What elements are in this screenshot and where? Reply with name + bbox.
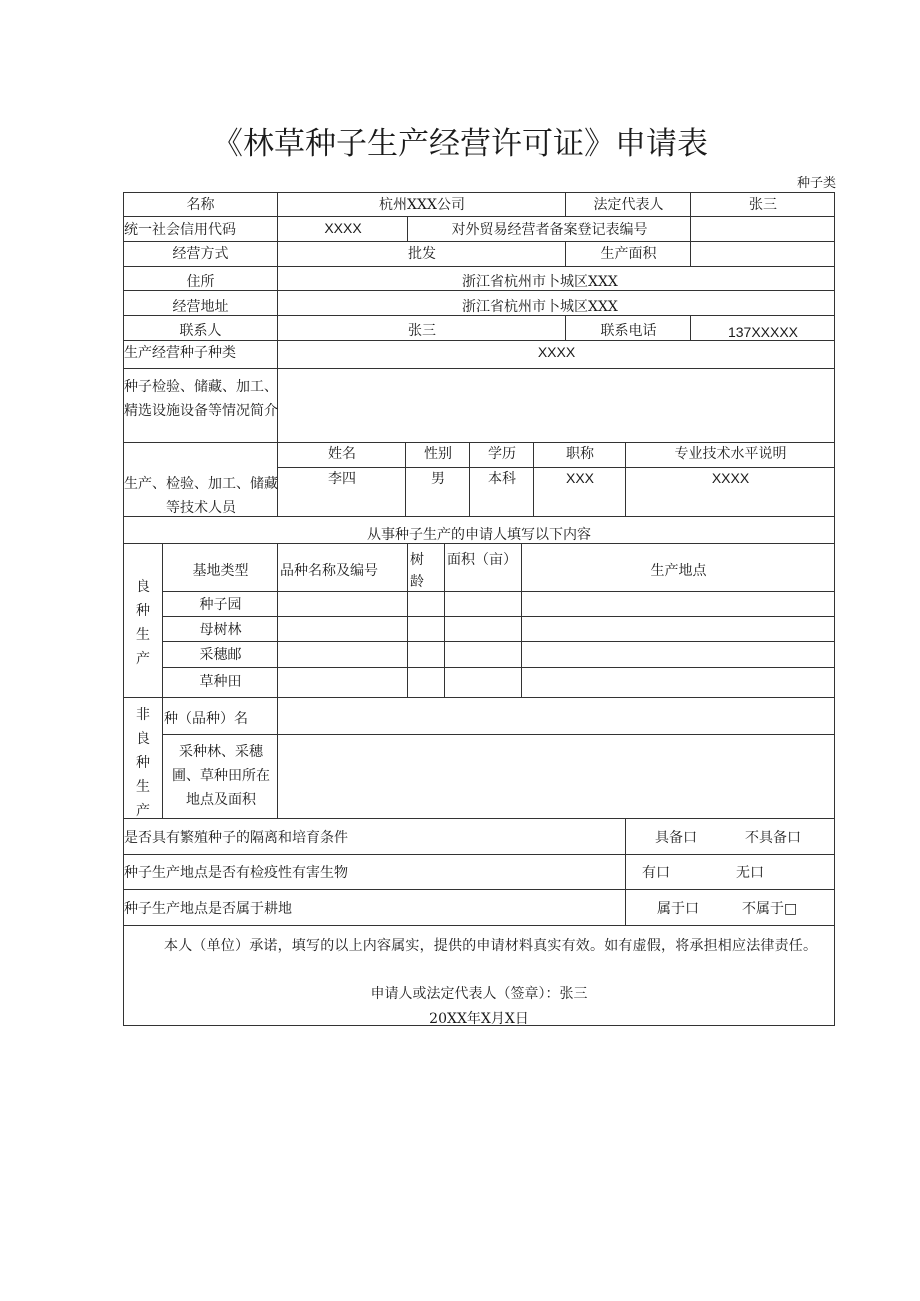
staff-header-level: 专业技术水平说明 bbox=[674, 446, 787, 462]
improved-header-location: 生产地点 bbox=[650, 563, 707, 579]
improved-header-area: 面积（亩） bbox=[447, 552, 517, 568]
question-quarantine-no: 无口 bbox=[736, 865, 764, 881]
staff-header-gender: 性别 bbox=[424, 446, 452, 462]
cell-imp-r2 bbox=[445, 642, 522, 668]
staff-row-title: XXX bbox=[565, 470, 594, 486]
cell-imp-r3 bbox=[408, 668, 445, 698]
contact-value: 张三 bbox=[408, 323, 436, 339]
foreign-trade-label: 对外贸易经营者备案登记表编号 bbox=[451, 222, 648, 238]
question-quarantine: 种子生产地点是否有检疫性有害生物 bbox=[124, 865, 348, 881]
production-note: 从事种子生产的申请人填写以下内容 bbox=[367, 527, 591, 543]
cell-imp-r1 bbox=[445, 617, 522, 642]
improved-section-label: 良种生产 bbox=[136, 579, 150, 667]
residence-value: 浙江省杭州市卜城区XXX bbox=[462, 274, 618, 290]
non-improved-variety-label: 种（品种）名 bbox=[164, 711, 248, 727]
staff-row-name: 李四 bbox=[328, 471, 356, 487]
cell-imp-r0 bbox=[278, 592, 408, 617]
seed-types-value: XXXX bbox=[537, 344, 576, 360]
residence-label: 住所 bbox=[186, 274, 215, 290]
cell-facilities-value bbox=[278, 369, 835, 443]
business-mode-value: 批发 bbox=[408, 246, 436, 262]
staff-section-label: 生产、检验、加工、储藏等技术人员 bbox=[124, 476, 278, 516]
question-isolation-yes: 具备口 bbox=[655, 830, 697, 846]
credit-code-value: XXXX bbox=[324, 220, 362, 236]
pledge-signer: 申请人或法定代表人（签章）：张三 bbox=[370, 986, 588, 1002]
staff-row-gender: 男 bbox=[431, 471, 445, 487]
form-title: 《林草种子生产经营许可证》申请表 bbox=[212, 126, 708, 162]
phone-label: 联系电话 bbox=[600, 323, 657, 339]
cell-imp-r1 bbox=[278, 617, 408, 642]
cell-imp-r1 bbox=[408, 617, 445, 642]
cell-nonimp-variety-value bbox=[278, 698, 835, 735]
legal-rep-label: 法定代表人 bbox=[593, 197, 664, 213]
staff-header-name: 姓名 bbox=[328, 446, 356, 462]
question-farmland-yes: 属于口 bbox=[657, 901, 699, 917]
improved-header-variety: 品种名称及编号 bbox=[280, 563, 378, 579]
cell-production-area-value bbox=[691, 242, 835, 267]
legal-rep-value: 张三 bbox=[749, 197, 777, 213]
question-farmland-no: 不属于□ bbox=[742, 901, 798, 917]
staff-row-education: 本科 bbox=[488, 471, 516, 487]
cell-imp-r3 bbox=[522, 668, 835, 698]
improved-row-mother-forest: 母树林 bbox=[199, 622, 242, 638]
cell-imp-r3 bbox=[278, 668, 408, 698]
business-address-value: 浙江省杭州市卜城区XXX bbox=[462, 299, 618, 315]
pledge-text: 本人（单位）承诺，填写的以上内容属实，提供的申请材料真实有效。如有虚假，将承担相应法律责任。 bbox=[164, 938, 818, 954]
cell-imp-r3 bbox=[445, 668, 522, 698]
cell-foreign-trade-value bbox=[691, 217, 835, 242]
question-isolation: 是否具有繁殖种子的隔离和培育条件 bbox=[124, 830, 348, 846]
improved-row-grass-field: 草种田 bbox=[199, 674, 242, 690]
production-area-label: 生产面积 bbox=[600, 246, 657, 262]
staff-header-title: 职称 bbox=[566, 446, 594, 462]
pledge-date: 20XX年X月X日 bbox=[429, 1011, 529, 1027]
improved-header-type: 基地类型 bbox=[192, 563, 249, 579]
cell-imp-r0 bbox=[522, 592, 835, 617]
name-label: 名称 bbox=[186, 197, 215, 213]
credit-code-label: 统一社会信用代码 bbox=[124, 222, 236, 238]
staff-header-education: 学历 bbox=[488, 446, 516, 462]
improved-row-seed-orchard: 种子园 bbox=[199, 597, 242, 613]
seed-types-label: 生产经营种子种类 bbox=[124, 345, 236, 361]
non-improved-location-label: 采种林、采穗圃、草种田所在地点及面积 bbox=[172, 744, 270, 808]
business-mode-label: 经营方式 bbox=[172, 246, 229, 262]
form-category-tag: 种子类 bbox=[796, 176, 836, 191]
cell-imp-r1 bbox=[522, 617, 835, 642]
question-quarantine-yes: 有口 bbox=[642, 865, 670, 881]
cell-imp-r2 bbox=[522, 642, 835, 668]
cell-imp-r2 bbox=[278, 642, 408, 668]
cell-imp-r0 bbox=[408, 592, 445, 617]
non-improved-section-label: 非良种生产 bbox=[136, 707, 150, 819]
improved-row-scion: 采穗邮 bbox=[199, 647, 242, 663]
name-value: 杭州XXX公司 bbox=[379, 197, 465, 213]
question-isolation-no: 不具备口 bbox=[745, 830, 801, 846]
facilities-label: 种子检验、储藏、加工、精选设施设备等情况简介 bbox=[124, 379, 278, 419]
staff-row-level: XXXX bbox=[711, 470, 750, 486]
business-address-label: 经营地址 bbox=[172, 299, 229, 315]
cell-imp-r2 bbox=[408, 642, 445, 668]
improved-header-tree-age: 树龄 bbox=[410, 552, 424, 590]
contact-label: 联系人 bbox=[179, 323, 222, 339]
question-farmland: 种子生产地点是否属于耕地 bbox=[124, 901, 292, 917]
cell-nonimp-location-value bbox=[278, 735, 835, 819]
cell-imp-r0 bbox=[445, 592, 522, 617]
phone-value: 137XXXXX bbox=[727, 324, 799, 340]
